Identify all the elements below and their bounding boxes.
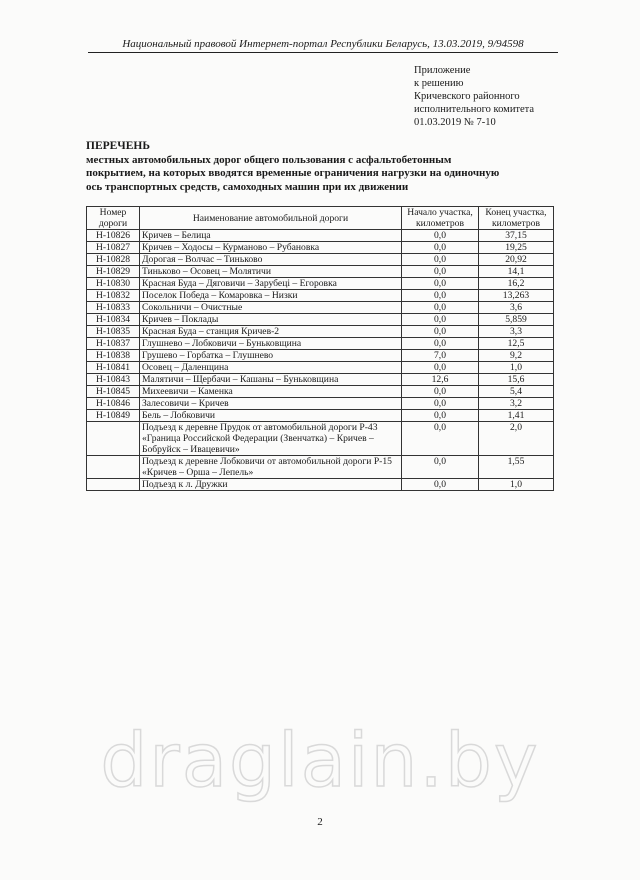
road-code-cell: Н-10827 <box>87 242 140 254</box>
end-km-cell: 1,0 <box>479 362 554 374</box>
table-row <box>87 350 554 362</box>
road-code-cell: Н-10845 <box>87 386 140 398</box>
end-km-cell: 5,859 <box>479 314 554 326</box>
end-km-cell: 3,2 <box>479 398 554 410</box>
road-name-cell: Красная Буда – станция Кричев-2 <box>140 326 402 338</box>
start-km-cell: 0,0 <box>402 254 479 266</box>
start-km-cell: 0,0 <box>402 386 479 398</box>
table-row <box>87 386 554 398</box>
road-name-cell: Дорогая – Волчас – Тиньково <box>140 254 402 266</box>
end-km-cell: 20,92 <box>479 254 554 266</box>
road-name-cell: Михеевичи – Каменка <box>140 386 402 398</box>
road-code-cell: Н-10829 <box>87 266 140 278</box>
start-km-cell: 0,0 <box>402 410 479 422</box>
road-name-cell: Тиньково – Осовец – Молятичи <box>140 266 402 278</box>
road-name-cell: Красная Буда – Дяговичи – Зарубеці – Егоровка <box>140 278 402 290</box>
end-km-cell: 19,25 <box>479 242 554 254</box>
start-km-cell: 0,0 <box>402 266 479 278</box>
end-km-cell: 1,41 <box>479 410 554 422</box>
end-km-cell: 3,6 <box>479 302 554 314</box>
end-km-cell: 1,0 <box>479 479 554 491</box>
road-code-cell: Н-10833 <box>87 302 140 314</box>
start-km-cell: 0,0 <box>402 302 479 314</box>
road-code-cell <box>87 456 140 479</box>
road-name-cell: Грушево – Горбатка – Глушнево <box>140 350 402 362</box>
road-name-cell: Кричев – Поклады <box>140 314 402 326</box>
road-code-cell: Н-10837 <box>87 338 140 350</box>
header-start: Начало участка, километров <box>402 207 479 230</box>
header-road-code: Номер дороги <box>87 207 140 230</box>
end-km-cell: 1,55 <box>479 456 554 479</box>
table-row <box>87 362 554 374</box>
end-km-cell: 2,0 <box>479 422 554 456</box>
road-code-cell: Н-10830 <box>87 278 140 290</box>
appendix-line: исполнительного комитета <box>414 104 535 115</box>
start-km-cell: 0,0 <box>402 326 479 338</box>
appendix-block <box>414 64 614 129</box>
start-km-cell: 0,0 <box>402 338 479 350</box>
start-km-cell: 0,0 <box>402 456 479 479</box>
title-line: местных автомобильных дорог общего пользования с асфальтобетонным <box>86 153 452 166</box>
roads-table <box>86 206 554 491</box>
table-row <box>87 398 554 410</box>
road-name-cell: Бель – Лобковичи <box>140 410 402 422</box>
end-km-cell: 3,3 <box>479 326 554 338</box>
road-code-cell: Н-10838 <box>87 350 140 362</box>
start-km-cell: 0,0 <box>402 230 479 242</box>
appendix-line: к решению <box>414 78 464 89</box>
appendix-line: Кричевского районного <box>414 91 520 102</box>
table-row <box>87 326 554 338</box>
end-km-cell: 16,2 <box>479 278 554 290</box>
table-row <box>87 456 554 479</box>
start-km-cell: 0,0 <box>402 398 479 410</box>
start-km-cell: 0,0 <box>402 314 479 326</box>
table-row <box>87 302 554 314</box>
header-road-name: Наименование автомобильной дороги <box>140 207 402 230</box>
start-km-cell: 7,0 <box>402 350 479 362</box>
end-km-cell: 9,2 <box>479 350 554 362</box>
table-row <box>87 266 554 278</box>
road-name-cell: Кричев – Ходосы – Курманово – Рубановка <box>140 242 402 254</box>
road-name-cell: Подъезд к деревне Лобковичи от автомобильной дороги Р-15 «Кричев – Орша – Лепель» <box>140 456 402 479</box>
start-km-cell: 0,0 <box>402 362 479 374</box>
appendix-line: 01.03.2019 № 7-10 <box>414 117 496 128</box>
road-name-cell: Подъезд к л. Дружки <box>140 479 402 491</box>
table-row <box>87 290 554 302</box>
watermark: draglain.by <box>100 718 540 804</box>
portal-header: Национальный правовой Интернет-портал Республики Беларусь, 13.03.2019, 9/94598 <box>88 38 558 53</box>
table-row <box>87 314 554 326</box>
table-row <box>87 479 554 491</box>
table-row <box>87 422 554 456</box>
road-code-cell: Н-10828 <box>87 254 140 266</box>
road-name-cell: Глушнево – Лобковичи – Буньковщина <box>140 338 402 350</box>
road-name-cell: Сокольничи – Очистные <box>140 302 402 314</box>
table-row <box>87 374 554 386</box>
start-km-cell: 0,0 <box>402 290 479 302</box>
road-name-cell: Осовец – Даленщина <box>140 362 402 374</box>
title-heading: ПЕРЕЧЕНЬ <box>86 140 150 152</box>
start-km-cell: 0,0 <box>402 242 479 254</box>
title-line: ось транспортных средств, самоходных машин при их движении <box>86 180 409 193</box>
appendix-line: Приложение <box>414 65 471 76</box>
road-code-cell: Н-10826 <box>87 230 140 242</box>
table-row <box>87 278 554 290</box>
start-km-cell: 0,0 <box>402 422 479 456</box>
title-line: покрытием, на которых вводятся временные ограничения нагрузки на одиночную <box>86 167 500 179</box>
end-km-cell: 12,5 <box>479 338 554 350</box>
end-km-cell: 5,4 <box>479 386 554 398</box>
road-code-cell: Н-10832 <box>87 290 140 302</box>
road-code-cell: Н-10834 <box>87 314 140 326</box>
road-code-cell: Н-10835 <box>87 326 140 338</box>
road-code-cell: Н-10846 <box>87 398 140 410</box>
table-header-row <box>87 207 554 230</box>
road-name-cell: Кричев – Белица <box>140 230 402 242</box>
table-row <box>87 242 554 254</box>
road-name-cell: Малятичи – Щербачи – Кашаны – Буньковщина <box>140 374 402 386</box>
start-km-cell: 12,6 <box>402 374 479 386</box>
end-km-cell: 37,15 <box>479 230 554 242</box>
end-km-cell: 13,263 <box>479 290 554 302</box>
road-code-cell <box>87 422 140 456</box>
road-name-cell: Подъезд к деревне Прудок от автомобильной дороги Р-43 «Граница Российской Федерации (Звенчатка) – Кричев – Бобруйск – Ивацевичи» <box>140 422 402 456</box>
road-code-cell: Н-10843 <box>87 374 140 386</box>
start-km-cell: 0,0 <box>402 479 479 491</box>
document-title <box>86 140 556 194</box>
road-code-cell: Н-10849 <box>87 410 140 422</box>
road-code-cell <box>87 479 140 491</box>
end-km-cell: 14,1 <box>479 266 554 278</box>
page-number: 2 <box>317 816 323 828</box>
table-row <box>87 338 554 350</box>
road-code-cell: Н-10841 <box>87 362 140 374</box>
table-row <box>87 410 554 422</box>
road-name-cell: Залесовичи – Кричев <box>140 398 402 410</box>
table-row <box>87 254 554 266</box>
header-end: Конец участка, километров <box>479 207 554 230</box>
table-row <box>87 230 554 242</box>
end-km-cell: 15,6 <box>479 374 554 386</box>
road-name-cell: Поселок Победа – Комаровка – Низки <box>140 290 402 302</box>
start-km-cell: 0,0 <box>402 278 479 290</box>
